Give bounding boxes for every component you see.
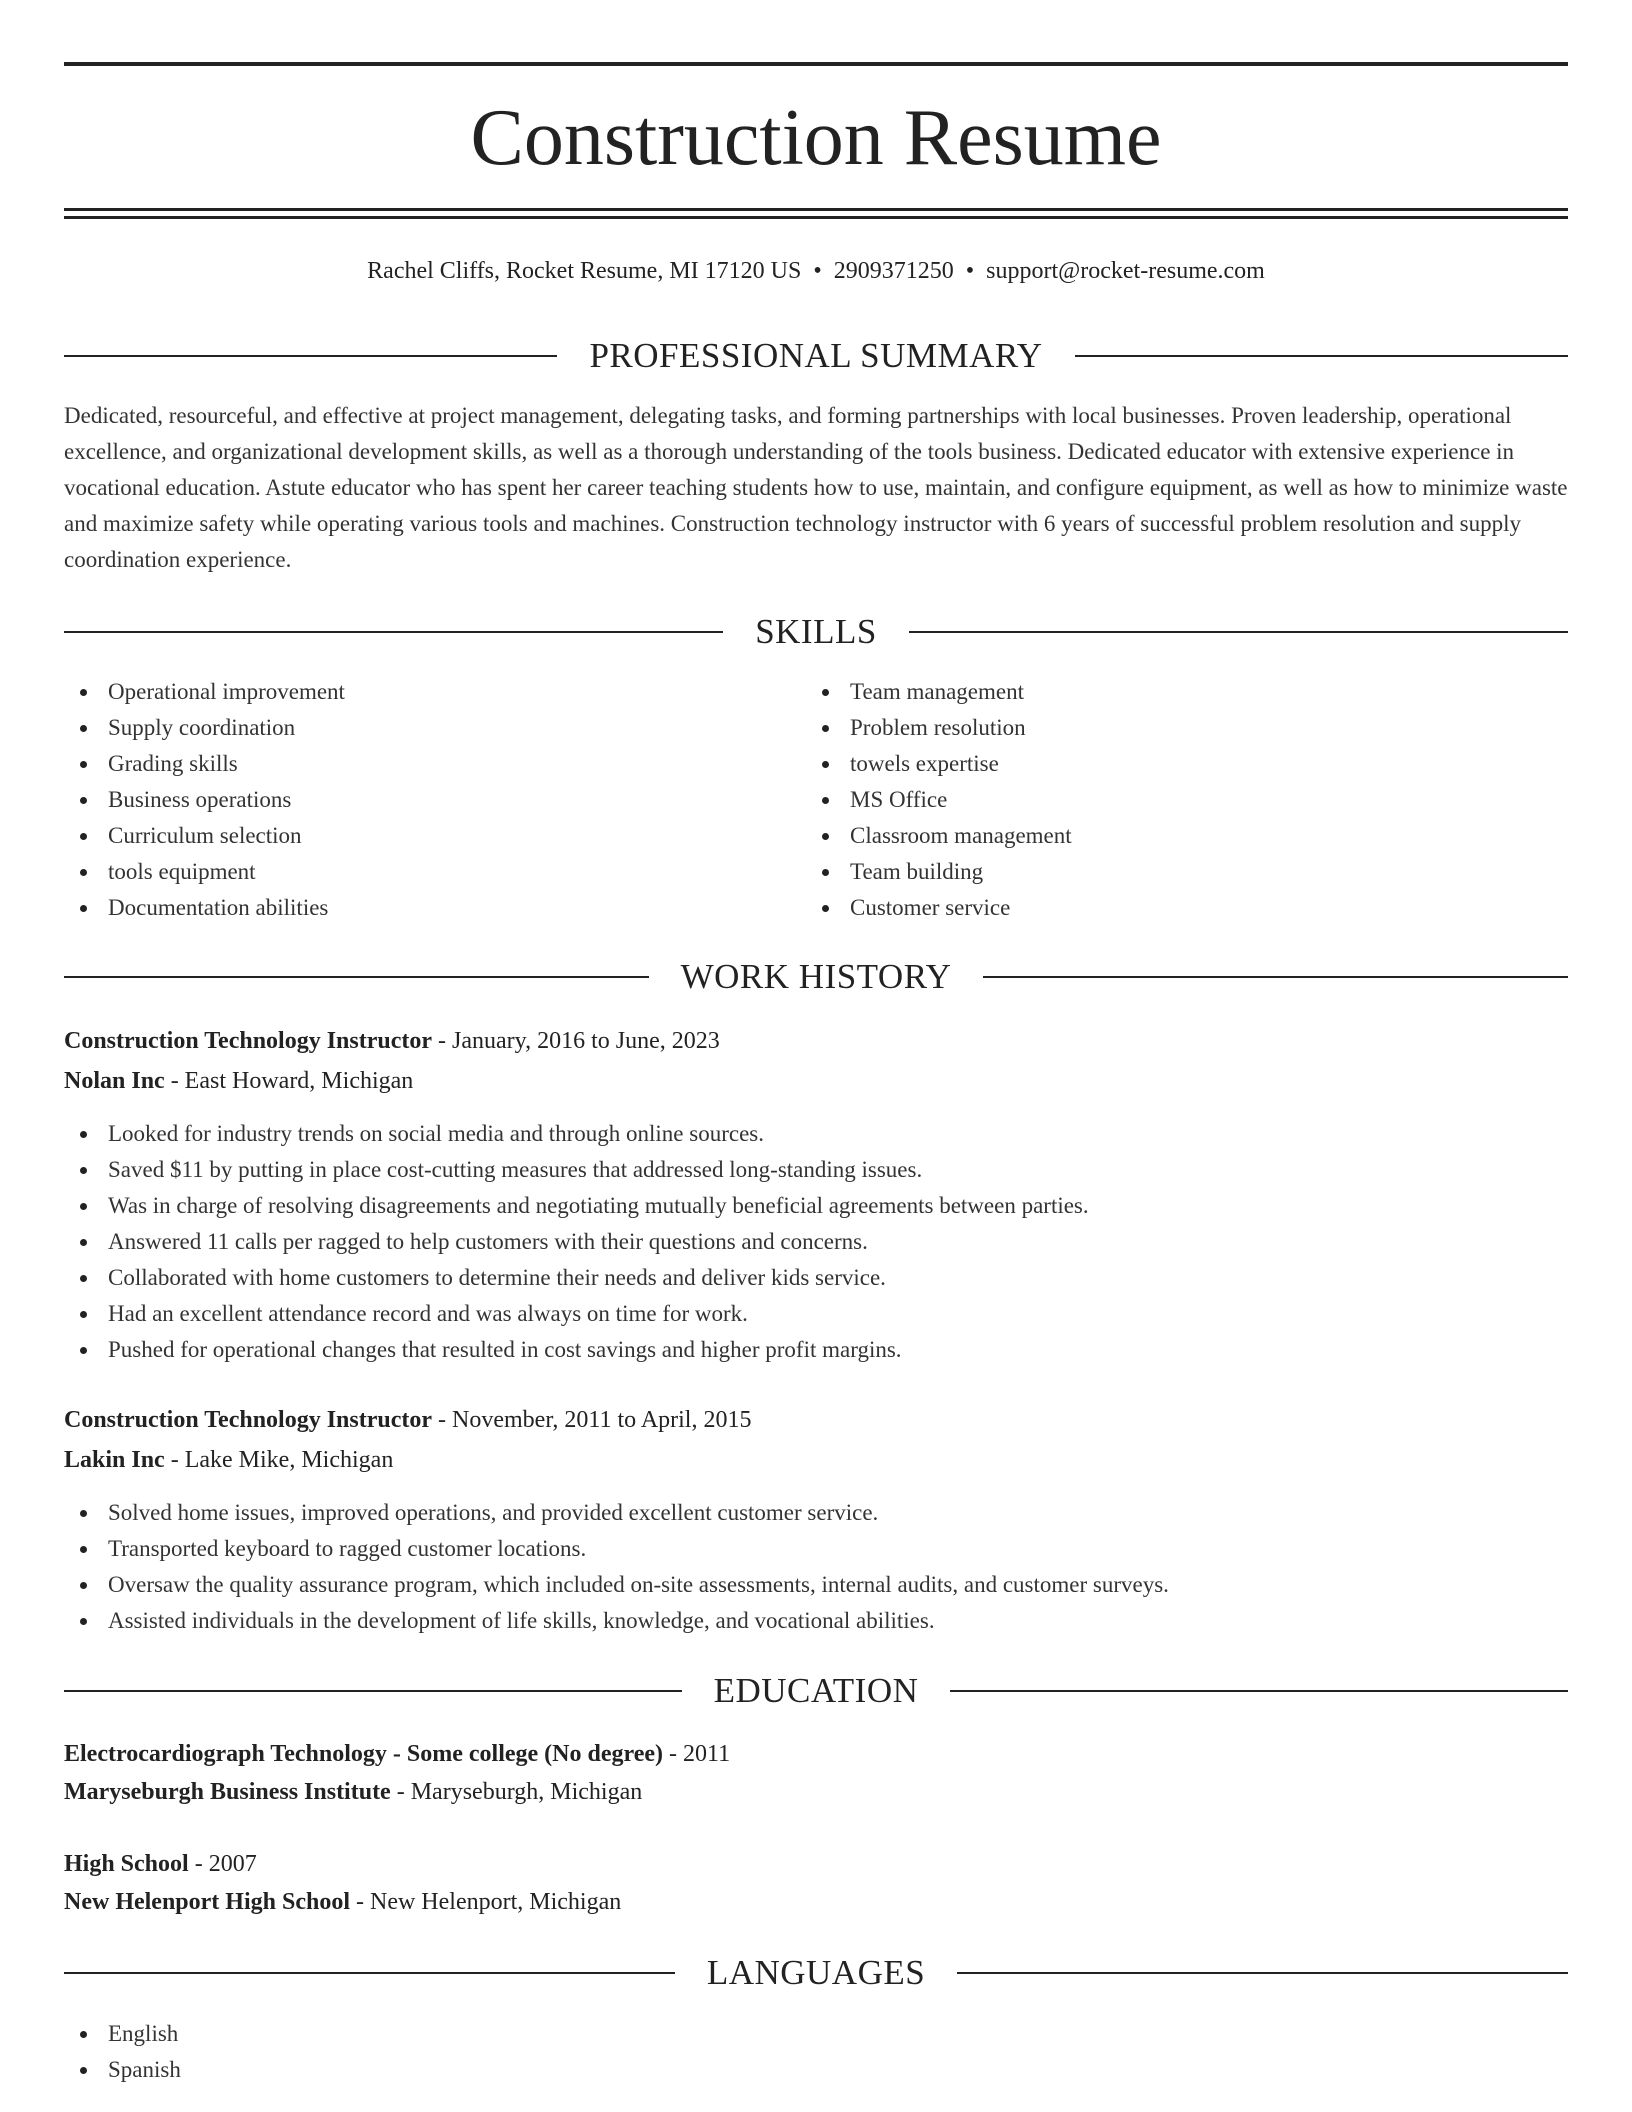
job-dates: - January, 2016 to June, 2023 [432,1028,720,1054]
resume-title: Construction Resume [470,94,1162,182]
job-title-line [64,1024,1568,1058]
duty-item: Was in charge of resolving disagreements and negotiating mutually beneficial agreements between parties. [64,1188,1568,1224]
skills-list-left [64,674,345,926]
skill-item: tools equipment [64,854,345,890]
skill-item: Customer service [806,890,1072,926]
skill-item: MS Office [806,782,1072,818]
skills-list-right [806,674,1072,926]
section-title: WORK HISTORY [680,957,952,996]
skill-item: Documentation abilities [64,890,345,926]
language-item: Spanish [64,2052,181,2088]
job-location: - Lake Mike, Michigan [164,1447,394,1473]
title-rule-lower [64,216,1568,219]
heading-rule [950,1690,1568,1692]
job-company-line [64,1064,1568,1098]
heading-rule [64,1690,682,1692]
contact-address: Rachel Cliffs, Rocket Resume, MI 17120 US [367,258,802,284]
duty-item: Oversaw the quality assurance program, which included on-site assessments, internal audits, and customer surveys. [64,1567,1568,1603]
job-company: Lakin Inc [64,1447,165,1473]
skill-item: Supply coordination [64,710,345,746]
job-location: - East Howard, Michigan [164,1068,414,1094]
section-title: LANGUAGES [706,1953,926,1992]
languages-list [64,2016,181,2088]
school-name: Maryseburgh Business Institute [64,1779,391,1805]
heading-rule [983,976,1568,978]
skill-item: Operational improvement [64,674,345,710]
heading-rule [64,355,557,357]
school-location: - Maryseburgh, Michigan [390,1779,643,1805]
school-location: - New Helenport, Michigan [350,1889,622,1915]
title-rule-upper [64,208,1568,211]
top-rule [64,62,1568,66]
section-heading-languages [64,1951,1568,1995]
heading-rule [957,1972,1568,1974]
section-title: SKILLS [755,612,877,651]
job-company: Nolan Inc [64,1068,165,1094]
section-heading-education [64,1669,1568,1713]
section-heading-skills [64,610,1568,654]
skill-item: Problem resolution [806,710,1072,746]
degree-name: Electrocardiograph Technology - Some college (No degree) [64,1741,664,1767]
degree-name: High School [64,1851,189,1877]
section-heading-work [64,955,1568,999]
heading-rule [64,631,723,633]
heading-rule [64,976,649,978]
contact-separator: • [965,258,975,284]
contact-phone: 2909371250 [833,258,954,284]
degree-line [64,1847,1568,1881]
language-item: English [64,2016,181,2052]
skill-item: Classroom management [806,818,1072,854]
heading-rule [1075,355,1568,357]
duty-item: Saved $11 by putting in place cost-cutting measures that addressed long-standing issues. [64,1152,1568,1188]
skill-item: Business operations [64,782,345,818]
job-duties-list [64,1116,1568,1368]
school-line [64,1775,1568,1809]
duty-item: Pushed for operational changes that resulted in cost savings and higher profit margins. [64,1332,1568,1368]
school-name: New Helenport High School [64,1889,350,1915]
skill-item: Grading skills [64,746,345,782]
summary-text: Dedicated, resourceful, and effective at project management, delegating tasks, and forming partnerships with local businesses. Proven leadership, operational excellence, and organizational development skills, as well as a thorough understanding of the tools business. Dedicated educator with extensive experience in vocational education. Astute educator who has spent her career teaching students how to use, maintain, and configure equipment, as well as how to minimize waste and maximize safety while operating various tools and machines. Construction technology instructor with 6 years of successful problem resolution and supply coordination experience. [64,403,1568,572]
job-title-line [64,1403,1568,1437]
duty-item: Assisted individuals in the development of life skills, knowledge, and vocational abilities. [64,1603,1568,1639]
contact-line [64,254,1568,288]
job-company-line [64,1443,1568,1477]
section-title: EDUCATION [713,1671,919,1710]
duty-item: Had an excellent attendance record and was always on time for work. [64,1296,1568,1332]
degree-year: - 2011 [663,1741,731,1767]
duty-item: Solved home issues, improved operations, and provided excellent customer service. [64,1495,1568,1531]
duty-item: Looked for industry trends on social media and through online sources. [64,1116,1568,1152]
duty-item: Answered 11 calls per ragged to help customers with their questions and concerns. [64,1224,1568,1260]
job-dates: - November, 2011 to April, 2015 [432,1407,752,1433]
job-title: Construction Technology Instructor [64,1028,433,1054]
contact-email: support@rocket-resume.com [986,258,1265,284]
school-line [64,1885,1568,1919]
section-heading-summary [64,334,1568,378]
duty-item: Transported keyboard to ragged customer locations. [64,1531,1568,1567]
skill-item: Curriculum selection [64,818,345,854]
heading-rule [64,1972,675,1974]
degree-line [64,1737,1568,1771]
degree-year: - 2007 [188,1851,257,1877]
skill-item: Team building [806,854,1072,890]
job-duties-list [64,1495,1568,1639]
section-title: PROFESSIONAL SUMMARY [589,336,1043,375]
heading-rule [909,631,1568,633]
skill-item: towels expertise [806,746,1072,782]
contact-separator: • [813,258,822,284]
skill-item: Team management [806,674,1072,710]
job-title: Construction Technology Instructor [64,1407,433,1433]
duty-item: Collaborated with home customers to determine their needs and deliver kids service. [64,1260,1568,1296]
